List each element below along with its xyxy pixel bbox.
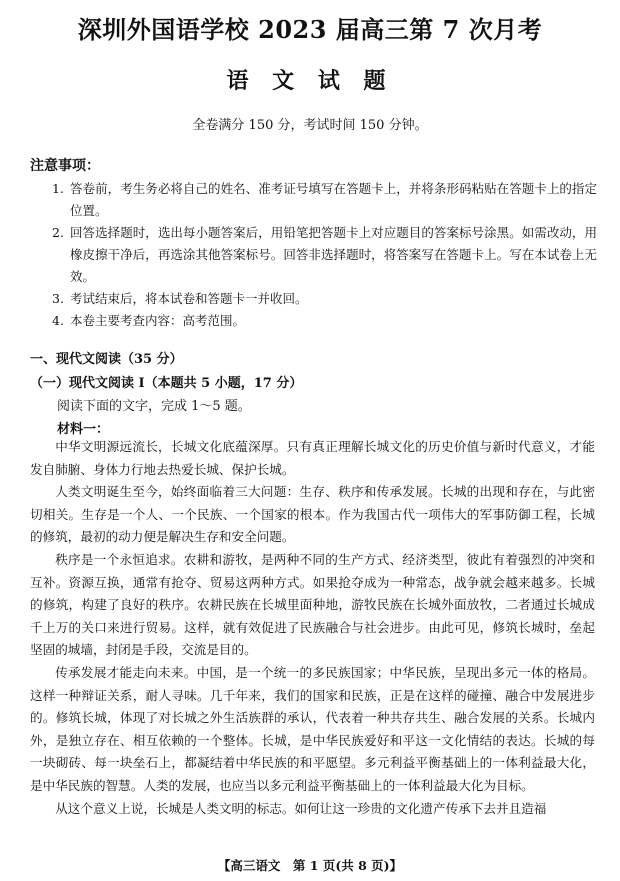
passage-paragraph: 中华文明源远流长，长城文化底蕴深厚。只有真正理解长城文化的历史价值与新时代意义，才能发自肺腑、身体力行地去热爱长城、保护长城。 [30, 439, 595, 477]
exam-title: 深圳外国语学校 2023 届高三第 7 次月考 [77, 15, 543, 44]
notice-item [52, 288, 597, 310]
notice-item-text: 本卷主要考查内容：高考范围。 [70, 313, 246, 328]
notice-item [52, 178, 597, 222]
notice-item-text: 考试结束后，将本试卷和答题卡一并收回。 [70, 291, 308, 306]
subject-title: 语 文 试 题 [226, 68, 394, 94]
notice-item-text: 回答选择题时，选出每小题答案后，用铅笔把答题卡上对应题目的答案标号涂黑。如需改动，用橡皮擦干净后，再选涂其他答案标号。回答非选择题时，将答案写在答题卡上。写在本试卷上无效。 [70, 225, 597, 284]
section-heading: 一、现代文阅读（35 分） [30, 352, 183, 367]
notice-item [52, 310, 597, 332]
passage-body [30, 436, 595, 820]
exam-info: 全卷满分 150 分，考试时间 150 分钟。 [192, 118, 428, 133]
reading-instruction: 阅读下面的文字，完成 1～5 题。 [57, 399, 251, 414]
subsection-heading: （一）现代文阅读 Ⅰ（本题共 5 小题，17 分） [30, 376, 303, 391]
notice-item-text: 答卷前，考生务必将自己的姓名、准考证号填写在答题卡上，并将条形码粘贴在答题卡上的指定位置。 [70, 181, 597, 218]
passage-paragraph: 传承发展才能走向未来。中国，是一个统一的多民族国家；中华民族，呈现出多元一体的格局。这样一种辩证关系，耐人寻味。几千年来，我们的国家和民族，正是在这样的碰撞、融合中发展进步的。修筑长城，体现了对长城之外生活族群的承认，代表着一种共存共生、融合发展的关系。长城内外，是独立存在、相互依赖的一个整体。长城，是中华民族爱好和平这一文化情结的表达。长城的每一块砌砖、每一块垒石上，都凝结着中华民族的和平愿望。多元利益平衡基础上的一体利益最大化，是中华民族的智慧。人类的发展，也应当以多元利益平衡基础上的一体利益最大化为目标。 [30, 664, 595, 793]
notice-item-number: 3. [52, 291, 64, 306]
passage-paragraph: 从这个意义上说，长城是人类文明的标志。如何让这一珍贵的文化遗产传承下去并且造福 [55, 800, 547, 816]
notice-item-number: 1. [52, 181, 64, 196]
notice-item-number: 4. [52, 313, 64, 328]
page-footer: 【高三语文 第 1 页(共 8 页)】 [217, 858, 403, 873]
notice-item-number: 2. [52, 225, 64, 240]
notice-list [52, 178, 597, 332]
notice-heading: 注意事项： [30, 158, 100, 174]
notice-item [52, 222, 597, 288]
material-label: 材料一： [57, 422, 110, 437]
passage-paragraph: 秩序是一个永恒追求。农耕和游牧，是两种不同的生产方式、经济类型，彼此有着强烈的冲突和互补。资源互换，通常有抢夺、贸易这两种方式。如果抢夺成为一种常态，战争就会越来越多。长城的修筑，构建了良好的秩序。农耕民族在长城里面种地，游牧民族在长城外面放牧，二者通过长城成千上万的关口来进行贸易。这样，就有效促进了民族融合与社会进步。由此可见，修筑长城时，垒起坚固的城墙，封闭是手段，交流是目的。 [30, 551, 595, 658]
passage-paragraph: 人类文明诞生至今，始终面临着三大问题：生存、秩序和传承发展。长城的出现和存在，与此密切相关。生存是一个人、一个民族、一个国家的根本。作为我国古代一项伟大的军事防御工程，长城的修筑，最初的动力便是解决生存和安全问题。 [30, 484, 595, 545]
